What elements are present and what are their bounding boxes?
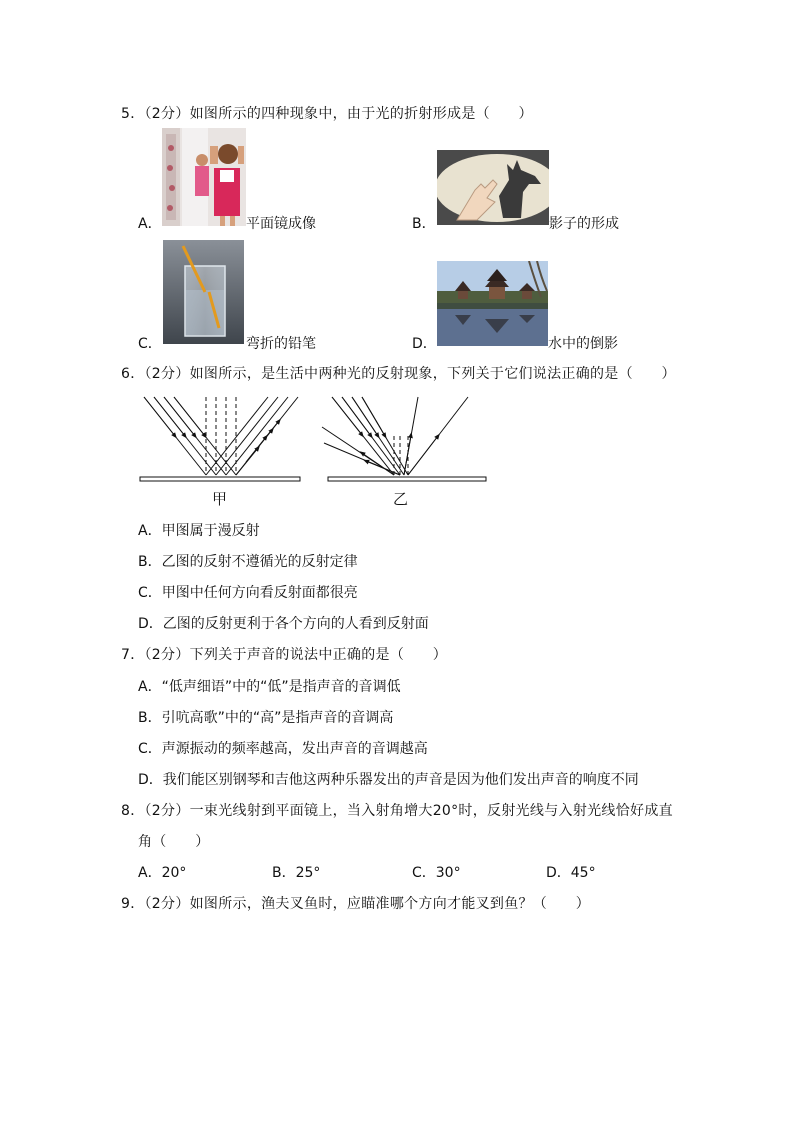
q6-option-b: B．乙图的反射不遵循光的反射定律	[138, 554, 358, 570]
q5-option-b-caption: 影子的形成	[549, 216, 619, 232]
q7-option-b: B．引吭高歌”中的“高”是指声音的音调高	[138, 710, 394, 726]
q6-figure-label-yi: 乙	[393, 490, 409, 508]
q7-option-a: A．“低声细语”中的“低”是指声音的音调低	[138, 679, 401, 695]
q7-option-d: D．我们能区别钢琴和吉他这两种乐器发出的声音是因为他们发出声音的响度不同	[138, 772, 639, 788]
q6-stem: 6．（2分）如图所示，是生活中两种光的反射现象，下列关于它们说法正确的是（ ）	[121, 366, 676, 382]
q6-option-d: D．乙图的反射更利于各个方向的人看到反射面	[138, 616, 429, 632]
q5-option-d-caption: 水中的倒影	[548, 336, 618, 352]
q5-option-c-caption: 弯折的铅笔	[246, 336, 316, 352]
figure-jia-specular	[140, 397, 300, 481]
q8-option-a: A．20°	[138, 865, 187, 881]
q6-figure-label-jia: 甲	[212, 490, 228, 508]
q5-option-d-letter: D．	[412, 336, 437, 352]
q5-option-b-image	[437, 150, 549, 225]
q6-option-c: C．甲图中任何方向看反射面都很亮	[138, 585, 358, 601]
q5-option-c-image	[163, 240, 244, 344]
q9-stem: 9．（2分）如图所示，渔夫叉鱼时，应瞄准哪个方向才能叉到鱼？（ ）	[121, 896, 591, 912]
q7-option-c: C．声源振动的频率越高，发出声音的音调越高	[138, 741, 428, 757]
q5-option-b-letter: B．	[412, 216, 436, 232]
q8-option-b: B．25°	[272, 865, 321, 881]
q5-option-a-letter: A．	[138, 216, 162, 232]
q5-option-a-image	[162, 128, 246, 226]
q6-figure	[138, 393, 490, 508]
q8-option-d: D．45°	[546, 865, 596, 881]
q5-option-a-caption: 平面镜成像	[246, 216, 316, 232]
q8-stem-line2: 角（ ）	[138, 834, 210, 850]
q7-stem: 7．（2分）下列关于声音的说法中正确的是（ ）	[121, 647, 448, 663]
q5-option-d-image	[437, 261, 548, 346]
q8-stem-line1: 8．（2分）一束光线射到平面镜上，当入射角增大20°时，反射光线与入射光线恰好成直	[121, 803, 673, 819]
figure-yi-diffuse	[322, 397, 486, 481]
q6-option-a: A．甲图属于漫反射	[138, 523, 260, 539]
q5-option-c-letter: C．	[138, 336, 162, 352]
q8-option-c: C．30°	[412, 865, 461, 881]
q5-stem: 5．（2分）如图所示的四种现象中，由于光的折射形成是（ ）	[121, 106, 533, 122]
